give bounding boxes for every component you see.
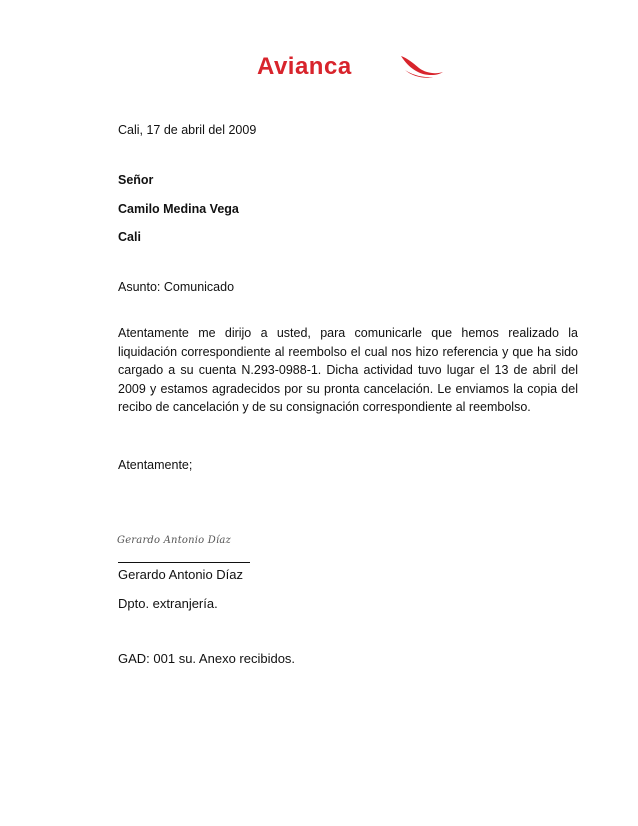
signer-department: Dpto. extranjería. [118,596,218,611]
signer-name: Gerardo Antonio Díaz [118,567,244,582]
svg-text:Avianca: Avianca [257,53,352,80]
avianca-logo-graphic [255,48,445,82]
closing-line: Atentamente; [118,458,193,472]
reference-line: GAD: 001 su. Anexo recibidos. [118,651,296,666]
recipient-salutation: Señor [118,173,154,187]
recipient-name: Camilo Medina Vega [118,202,239,216]
subject-line: Asunto: Comunicado [118,280,235,294]
date-line: Cali, 17 de abril del 2009 [118,123,257,137]
signature-line [118,562,250,563]
recipient-city: Cali [118,230,141,244]
handwritten-signature: Gerardo Antonio Díaz [117,535,232,546]
bird-icon [401,56,443,75]
avianca-logo [255,48,445,82]
letter-body: Atentamente me dirijo a usted, para comunicarle que hemos realizado la liquidación correspondiente al reembolso el cual nos hizo referencia y que ha sido cargado a su cuenta N.293-0988-1. Dicha actividad tuvo lugar el 13 de abril del 2009 y estamos agradecidos por su pronta cancelación. Le enviamos la copia del recibo de cancelación y de su consignación correspondiente al reembolso. [118,326,578,414]
